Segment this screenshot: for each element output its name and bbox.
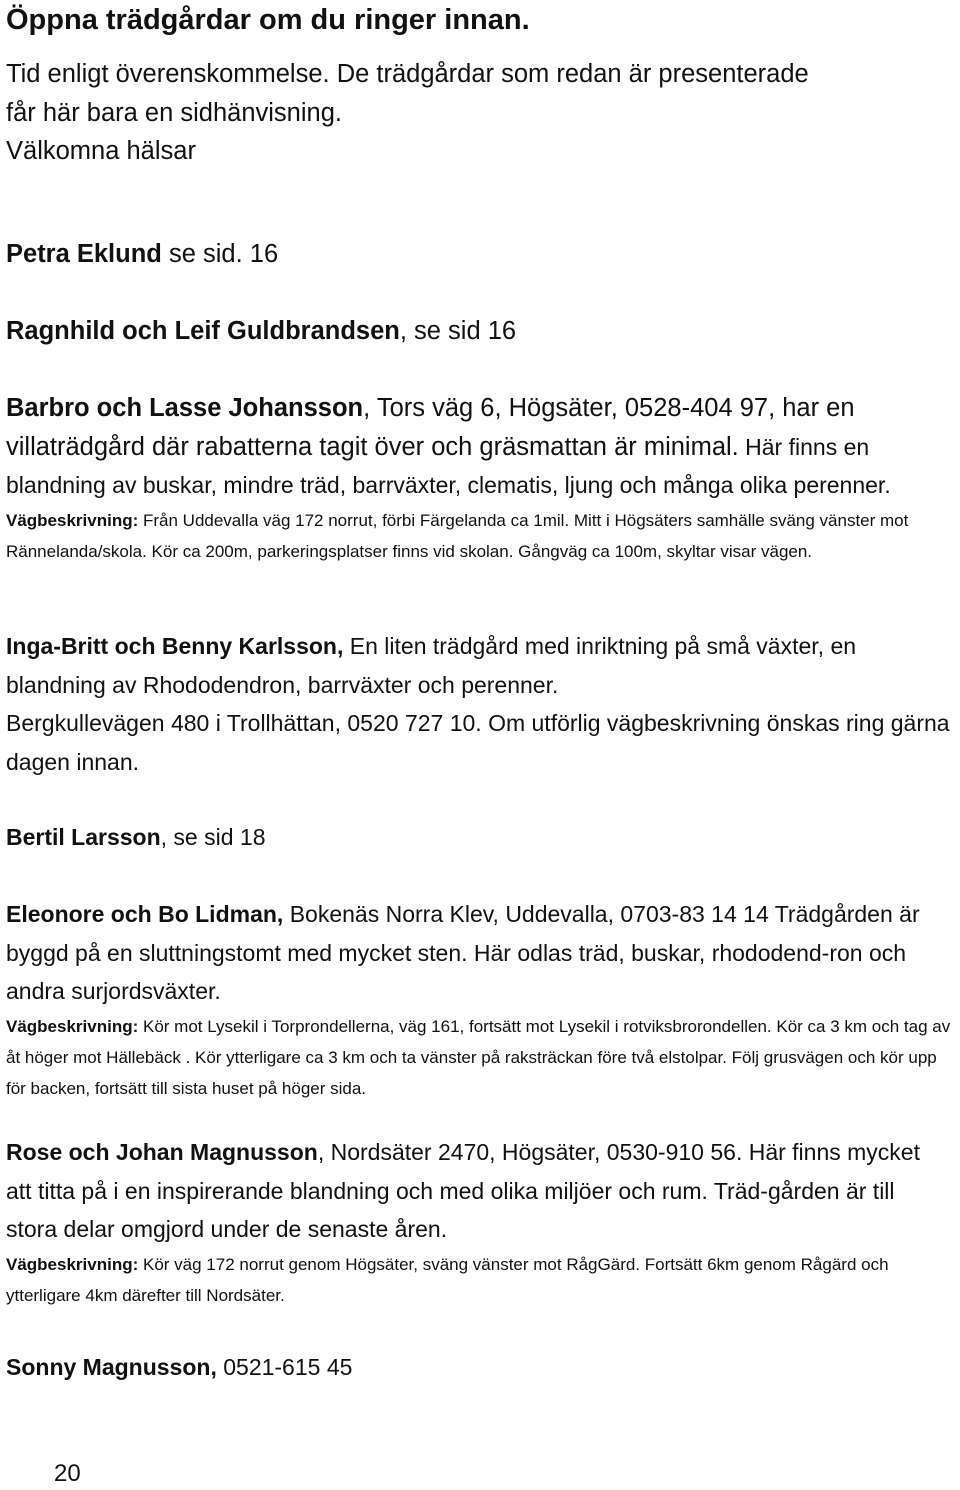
directions-text: Från Uddevalla väg 172 norrut, förbi Färgelanda ca 1mil. Mitt i Högsäters samhälle sväng vänster mot Rännelanda/skola. Kör ca 200m, parkeringsplatser finns vid skolan. Gångväg ca 100m, skyltar visar vägen. (6, 510, 909, 561)
entry-body (6, 389, 951, 505)
entry-name: Rose och Johan Magnusson (6, 1139, 318, 1165)
entry-sonny-magnusson (6, 1348, 956, 1387)
entry-name: Barbro och Lasse Johansson (6, 394, 364, 422)
directions-label: Vägbeskrivning: (6, 1016, 139, 1036)
intro-line-1: Tid enligt överenskommelse. De trädgårdar som redan är presenterade (6, 60, 809, 88)
entry-rose-johan-magnusson (6, 1133, 956, 1311)
intro-line-2: får här bara en sidhänvisning. (6, 98, 342, 127)
entry-text: , se sid 16 (399, 317, 517, 345)
entry-text: , se sid 18 (160, 824, 266, 850)
entry-name: Sonny Magnusson, (6, 1354, 217, 1380)
entry-name: Bertil Larsson (6, 824, 161, 850)
entry-barbro-lasse-johansson (6, 389, 956, 567)
entry-text: se sid. 16 (161, 240, 279, 268)
entry-petra-eklund (6, 235, 956, 274)
entry-directions (6, 1249, 951, 1311)
entry-name: Inga-Britt och Benny Karlsson, (6, 633, 344, 659)
entry-text: Bokenäs Norra Klev, Uddevalla, 0703-83 14 14 Trädgården är byggd på en sluttningstomt med mycket sten. Här odlas träd, buskar, rhododend-ron och andra surjordsväxter. (6, 901, 920, 1004)
intro-paragraph (6, 55, 956, 171)
entry-text: En liten trädgård med inriktning på små växter, en blandning av Rhododendron, barrväxter och perenner. (6, 633, 857, 698)
page-number: 20 (54, 1460, 81, 1487)
entry-body (6, 1133, 951, 1249)
entry-text: , Tors väg 6, Högsäter, 0528-404 97, har en villaträdgård där rabatterna tagit över och gräsmattan är minimal. (6, 394, 855, 461)
directions-label: Vägbeskrivning: (6, 1254, 139, 1274)
entry-address: Bergkullevägen 480 i Trollhättan, 0520 727 10. Om utförlig vägbeskrivning önskas ring gärna dagen innan. (6, 710, 950, 775)
directions-label: Vägbeskrivning: (6, 510, 139, 530)
entry-ragnhild-leif-guldbrandsen (6, 312, 956, 351)
entry-name: Ragnhild och Leif Guldbrandsen (6, 317, 400, 345)
entry-body (6, 627, 956, 704)
directions-text: Kör mot Lysekil i Torprondellerna, väg 161, fortsätt mot Lysekil i rotviksbrorondellen. Kör ca 3 km och tag av åt höger mot Hällebäck . Kör ytterligare ca 3 km och ta vänster på raksträckan före två elstolpar. Följ grusvägen och kör upp för backen, fortsätt till sista huset på höger sida. (6, 1016, 951, 1098)
entry-text: , Nordsäter 2470, Högsäter, 0530-910 56. Här finns mycket att titta på i en inspirerande blandning och med olika miljöer och rum. Träd-gården är till stora delar omgjord under de senaste åren. (6, 1139, 920, 1242)
entry-directions (6, 505, 951, 567)
entry-name: Eleonore och Bo Lidman, (6, 901, 284, 927)
entry-bertil-larsson (6, 818, 956, 857)
entry-directions (6, 1011, 951, 1104)
entry-text-2: Här finns en blandning av buskar, mindre träd, barrväxter, clematis, ljung och många olika perenner. (6, 433, 891, 498)
entry-text: 0521-615 45 (216, 1354, 353, 1380)
page-heading: Öppna trädgårdar om du ringer innan. (6, 4, 530, 36)
directions-text: Kör väg 172 norrut genom Högsäter, sväng vänster mot RågGärd. Fortsätt 6km genom Rågärd och ytterligare 4km därefter till Nordsäter. (6, 1254, 889, 1305)
entry-body (6, 895, 946, 1011)
entry-eleonore-bo-lidman (6, 895, 956, 1104)
entry-name: Petra Eklund (6, 240, 162, 268)
entry-inga-britt-benny-karlsson (6, 627, 956, 781)
intro-line-3: Välkomna hälsar (6, 137, 196, 165)
